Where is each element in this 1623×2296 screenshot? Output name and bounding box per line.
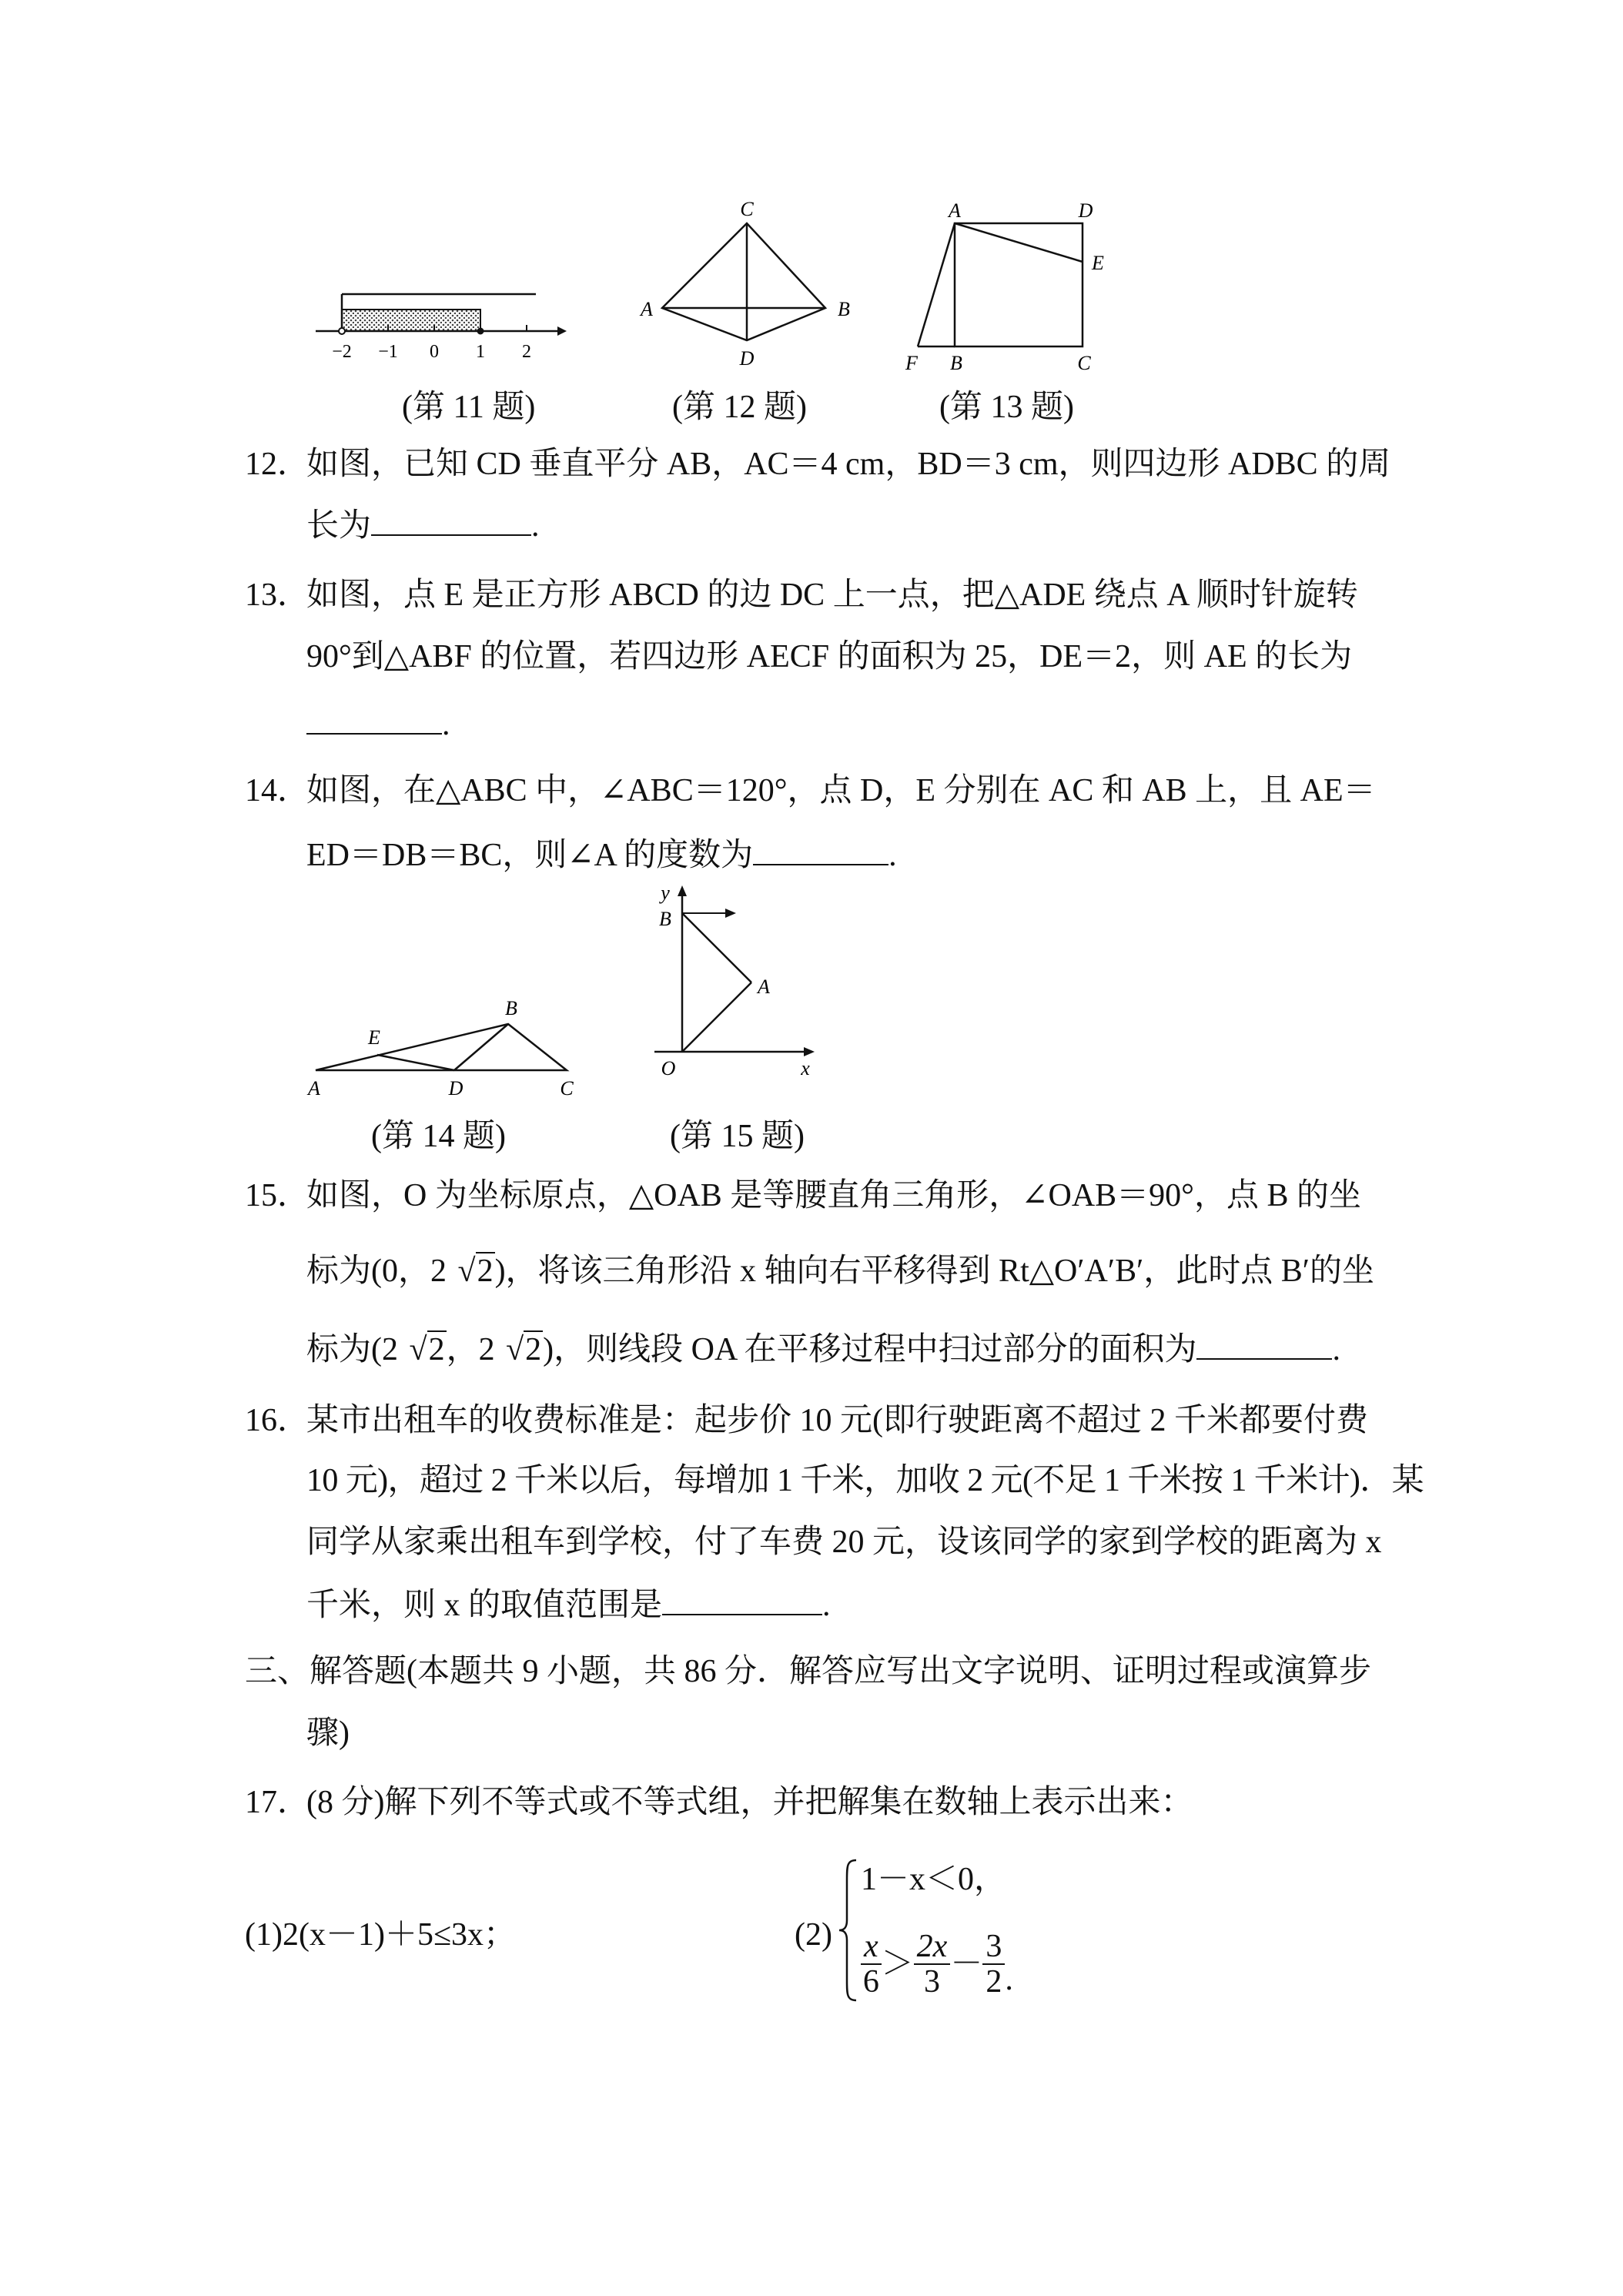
tick-label: 2 (522, 342, 531, 362)
figure-11-number-line (308, 277, 570, 370)
figure-14-caption: (第 14 题) (371, 1119, 506, 1154)
tick-label: 1 (476, 342, 485, 362)
question-text: 如图，点 E 是正方形 ABCD 的边 DC 上一点，把△ADE 绕点 A 顺时针旋转 (306, 577, 1358, 613)
figure-12-caption: (第 12 题) (672, 390, 807, 425)
fraction: $\frac{x}{6}$ (861, 1930, 882, 1999)
point-label: D (1078, 199, 1093, 222)
figure-12-kite (624, 192, 870, 377)
sqrt-symbol: √2 (506, 1332, 542, 1367)
point-label: C (1077, 352, 1091, 374)
question-number: 17． (245, 1785, 310, 1820)
inequality-1: 1－x＜0， (861, 1862, 1007, 1897)
question-text: 标为(2 (306, 1332, 398, 1367)
figure-15-coordinates (644, 878, 828, 1101)
question-text: . (822, 1588, 831, 1623)
question-text: ，2 (446, 1332, 495, 1367)
point-label: A (308, 1077, 320, 1099)
point-label: D (448, 1077, 463, 1099)
figure-14-triangle (300, 993, 593, 1109)
question-text: . (1332, 1332, 1340, 1367)
sub-question-1: (1)2(x－1)＋5≤3x； (245, 1917, 516, 1953)
question-16 (245, 1401, 1424, 1655)
question-text: 长为 (306, 508, 372, 544)
point-label: F (905, 352, 918, 374)
point-label: A (641, 298, 653, 320)
operator: ＞ (881, 1946, 914, 1982)
question-text: 标为(0，2 (306, 1253, 447, 1289)
fraction: $\frac{2x}{3}$ (914, 1930, 951, 1999)
figure-11-caption: (第 11 题) (402, 390, 536, 425)
point-label: A (758, 976, 770, 998)
answer-blank[interactable] (1196, 1332, 1332, 1360)
question-number: 13． (245, 577, 310, 613)
question-14 (245, 771, 1400, 873)
point-label: B (950, 352, 962, 374)
question-text: 千米，则 x 的取值范围是 (306, 1588, 663, 1623)
sub-question-2 (795, 1854, 1118, 2008)
tick-label: −2 (332, 342, 352, 362)
question-number: 16． (245, 1403, 310, 1438)
question-text: 如图，在△ABC 中，∠ABC＝120°，点 D，E 分别在 AC 和 AB 上，且 AE＝ (306, 773, 1376, 808)
brace-icon (838, 1857, 859, 2003)
question-number: 15． (245, 1178, 310, 1213)
sqrt-symbol: √2 (457, 1253, 494, 1289)
answer-blank[interactable] (371, 508, 531, 536)
section-title: 三、解答题(本题共 9 小题，共 86 分．解答应写出文字说明、证明过程或演算步 (245, 1654, 1371, 1689)
section-title: 骤) (306, 1715, 350, 1751)
punctuation: . (1005, 1962, 1013, 1997)
question-text: )，将该三角形沿 x 轴向右平移得到 Rt△O′A′B′，此时点 B′的坐 (494, 1253, 1374, 1289)
operator: － (950, 1946, 983, 1982)
question-13 (245, 576, 1400, 745)
question-text: 10 元)，超过 2 千米以后，每增加 1 千米，加收 2 元(不足 1 千米按 1 千米计)．某 (306, 1463, 1424, 1498)
point-label: B (505, 997, 517, 1019)
sub-question-label: (2) (795, 1917, 832, 1953)
question-text: . (442, 707, 450, 742)
section-heading (245, 1652, 1400, 1752)
tick-label: −1 (378, 342, 398, 362)
question-17 (245, 1783, 1400, 2014)
question-text: ED＝DB＝BC，则∠A 的度数为 (306, 838, 754, 873)
point-label: C (560, 1077, 574, 1099)
point-label: E (368, 1026, 380, 1049)
tick-label: 0 (430, 342, 439, 362)
point-label: B (838, 298, 850, 320)
question-text: . (888, 838, 897, 873)
point-label: C (740, 198, 754, 220)
question-12 (245, 445, 1400, 544)
question-text: 90°到△ABF 的位置，若四边形 AECF 的面积为 25，DE＝2，则 AE 的长为 (306, 639, 1353, 674)
answer-blank[interactable] (306, 707, 442, 735)
question-text: 如图，已知 CD 垂直平分 AB，AC＝4 cm，BD＝3 cm，则四边形 ADBC 的周 (306, 447, 1391, 482)
question-text: (8 分)解下列不等式或不等式组，并把解集在数轴上表示出来： (306, 1785, 1193, 1820)
axis-label: y (661, 882, 670, 904)
question-number: 12． (245, 447, 310, 482)
figure-15-caption: (第 15 题) (670, 1119, 805, 1154)
point-label: E (1092, 252, 1104, 274)
point-label: O (661, 1057, 676, 1079)
figure-13-caption: (第 13 题) (939, 390, 1074, 425)
question-number: 14． (245, 773, 310, 808)
fraction: $\frac{3}{2}$ (982, 1930, 1005, 1999)
answer-blank[interactable] (662, 1588, 822, 1615)
question-text: 如图，O 为坐标原点，△OAB 是等腰直角三角形，∠OAB＝90°，点 B 的坐 (306, 1178, 1361, 1213)
point-label: A (949, 199, 961, 222)
sqrt-symbol: √2 (409, 1332, 445, 1367)
answer-blank[interactable] (753, 838, 888, 865)
question-text: 同学从家乘出租车到学校，付了车费 20 元，设该同学的家到学校的距离为 x (306, 1525, 1382, 1560)
question-text: . (531, 508, 540, 544)
question-text: 某市出租车的收费标准是：起步价 10 元(即行驶距离不超过 2 千米都要付费 (306, 1403, 1368, 1438)
axis-label: x (801, 1057, 810, 1079)
point-label: B (659, 908, 671, 930)
question-15 (245, 1176, 1400, 1369)
point-label: D (739, 347, 755, 370)
question-text: )，则线段 OA 在平移过程中扫过部分的面积为 (543, 1332, 1197, 1367)
figure-13-square (893, 192, 1139, 377)
